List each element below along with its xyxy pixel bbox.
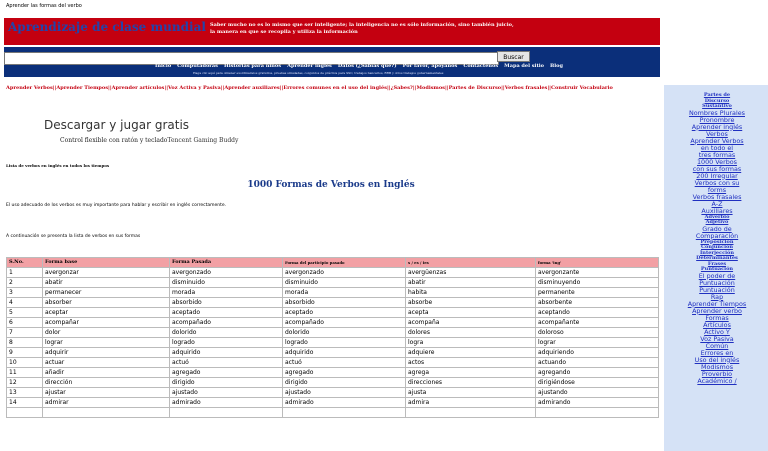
table-cell: actos <box>406 358 536 368</box>
table-cell: avergonzado <box>170 268 283 278</box>
table-row <box>7 298 659 308</box>
sidebar-link[interactable]: Determinantes <box>696 255 738 261</box>
sidebar-link[interactable]: 200 Irregular <box>696 171 738 180</box>
table-cell: absorbido <box>283 298 406 308</box>
list-intro: A continuación se presenta la lista de verbos en sus formas <box>6 234 141 239</box>
table-cell: lograr <box>536 338 659 348</box>
table-cell: admirar <box>43 398 170 408</box>
sidebar-link[interactable]: Activo Y <box>704 327 730 336</box>
link-separator: || <box>164 85 169 91</box>
link-separator: || <box>386 85 391 91</box>
nav-subtext[interactable]: Haga clic aquí para obtener exordinaraios gratuitos, pruebas simuladas, conjuntos de práctica para SSC, trabajos bancarios, RRB y otros trabajos gubernamentales <box>193 71 444 75</box>
table-cell: aceptando <box>536 308 659 318</box>
sidebar-link[interactable]: Sustantivo <box>702 103 732 109</box>
table-cell: admira <box>406 398 536 408</box>
table-cell: actuando <box>536 358 659 368</box>
table-cell: 4 <box>7 298 43 308</box>
sidebar-link[interactable]: El poder de <box>698 271 736 280</box>
table-cell: agregando <box>536 368 659 378</box>
nav-link[interactable]: Contáctenos <box>463 63 499 69</box>
link-separator: || <box>501 85 505 91</box>
header-past-form: Forma Pasada <box>170 258 283 268</box>
table-cell: aceptado <box>283 308 406 318</box>
table-cell: ajustando <box>536 388 659 398</box>
motto-line-1: Saber mucho no es lo mismo que ser inteligente; la inteligencia no es sólo información, sino también juicio, <box>210 22 514 28</box>
topic-link[interactable]: Aprender Verbos <box>6 85 53 91</box>
right-sidebar <box>662 0 768 451</box>
link-separator: || <box>444 85 449 91</box>
sidebar-link[interactable]: Aprender inglés <box>691 122 743 131</box>
header-past-participle: Forma del participio pasado <box>283 258 406 268</box>
topic-links <box>6 84 656 92</box>
table-cell <box>536 408 659 418</box>
sidebar-link[interactable]: forms <box>707 185 727 194</box>
ad-title[interactable]: Descargar y jugar gratis <box>44 118 190 132</box>
sidebar-link[interactable]: Aprender Verbos <box>690 136 744 145</box>
table-cell: actuar <box>43 358 170 368</box>
intro-paragraph: El uso adecuado de los verbos es muy importante para hablar y escribir en inglés correctamente. <box>6 203 227 208</box>
table-cell: habita <box>406 288 536 298</box>
table-cell: ajustado <box>170 388 283 398</box>
site-motto <box>210 22 650 36</box>
table-cell: absorbente <box>536 298 659 308</box>
page-title: 1000 Formas de Verbos en Inglés <box>247 180 415 190</box>
table-row <box>7 408 659 418</box>
table-cell: absorbido <box>170 298 283 308</box>
table-cell: dolores <box>406 328 536 338</box>
search-button[interactable]: Buscar <box>497 51 530 62</box>
sidebar-link[interactable]: Académico / <box>697 376 737 385</box>
sidebar-link[interactable]: Común <box>705 341 729 350</box>
sidebar-link[interactable]: A-Z <box>711 199 723 208</box>
table-cell: adquiere <box>406 348 536 358</box>
sidebar-link[interactable]: Puntuación <box>699 278 735 287</box>
topic-link[interactable]: Errores comunes en el uso del inglés <box>283 85 387 91</box>
sidebar-link[interactable]: Verbos <box>706 129 728 138</box>
nav-link[interactable]: Inicio <box>155 63 172 69</box>
nav-link[interactable]: Historias para niños <box>223 63 282 69</box>
table-cell: dirigido <box>283 378 406 388</box>
table-cell: añadir <box>43 368 170 378</box>
table-cell: adquirido <box>170 348 283 358</box>
topic-link[interactable]: Aprender auxiliares <box>224 85 280 91</box>
table-cell: 6 <box>7 318 43 328</box>
table-row <box>7 288 659 298</box>
table-cell: doloroso <box>536 328 659 338</box>
nav-link[interactable]: Mapa del sitio <box>504 63 544 69</box>
table-cell: 5 <box>7 308 43 318</box>
table-cell: direcciones <box>406 378 536 388</box>
table-cell: dirigiéndose <box>536 378 659 388</box>
table-cell: absorber <box>43 298 170 308</box>
sidebar-link[interactable]: Interjección <box>699 249 735 256</box>
table-cell: 9 <box>7 348 43 358</box>
sidebar-link[interactable]: Conjunción <box>701 244 733 250</box>
top-strip: Aprender las formas del verbo <box>6 3 82 9</box>
table-row <box>7 388 659 398</box>
sidebar-link[interactable]: Adjetivo <box>705 219 729 225</box>
table-cell: absorbe <box>406 298 536 308</box>
table-cell: 8 <box>7 338 43 348</box>
topic-link[interactable]: Voz Activa y Pasiva <box>168 85 221 91</box>
table-cell: acepta <box>406 308 536 318</box>
topic-link[interactable]: ¿Sabes? <box>390 85 413 91</box>
table-row <box>7 348 659 358</box>
sidebar-link[interactable]: con sus formas <box>692 164 742 173</box>
table-row <box>7 398 659 408</box>
site-banner <box>4 18 660 45</box>
table-cell: 10 <box>7 358 43 368</box>
table-cell: morada <box>170 288 283 298</box>
table-cell: avergonzar <box>43 268 170 278</box>
table-cell: acompaña <box>406 318 536 328</box>
table-cell: permanecer <box>43 288 170 298</box>
table-cell: logra <box>406 338 536 348</box>
sidebar-link[interactable]: Uso del inglés <box>694 355 740 364</box>
table-cell: agregado <box>170 368 283 378</box>
table-row <box>7 308 659 318</box>
header-sno: S.No. <box>7 258 43 268</box>
table-cell <box>406 408 536 418</box>
motto-line-2: la manera en que se recopila y utiliza la información <box>210 29 358 35</box>
table-cell: admirado <box>283 398 406 408</box>
table-cell: dirección <box>43 378 170 388</box>
table-cell: actuó <box>283 358 406 368</box>
ad-advertiser[interactable]: Tencent Gaming Buddy <box>167 137 239 144</box>
sidebar-link[interactable]: Errores en <box>700 348 734 357</box>
table-cell: admirando <box>536 398 659 408</box>
table-row <box>7 278 659 288</box>
header-s-form: s / es / ies <box>406 258 536 268</box>
list-heading: Lista de verbos en inglés en todos los tiempos <box>6 163 110 168</box>
topic-link[interactable]: Aprender artículos <box>111 85 165 91</box>
sidebar-link[interactable]: Grado de <box>702 224 732 233</box>
sidebar-nav-list <box>667 93 767 385</box>
table-cell: ajustar <box>43 388 170 398</box>
sidebar-panel <box>664 85 768 451</box>
ad-subtitle-text[interactable]: Control flexible con ratón y teclado <box>60 137 168 144</box>
table-cell: lograr <box>43 338 170 348</box>
sidebar-link[interactable]: Puntuación <box>699 285 735 294</box>
table-cell <box>283 408 406 418</box>
sidebar-link[interactable]: Partes de <box>703 92 731 98</box>
table-row <box>7 358 659 368</box>
table-row <box>7 328 659 338</box>
table-row <box>7 338 659 348</box>
link-separator: || <box>412 85 417 91</box>
table-row <box>7 378 659 388</box>
table-cell: 3 <box>7 288 43 298</box>
sidebar-link[interactable]: Rap <box>710 292 724 301</box>
table-cell: 12 <box>7 378 43 388</box>
sidebar-link[interactable]: Artículos <box>703 320 731 329</box>
table-cell: abatir <box>406 278 536 288</box>
sidebar-link[interactable]: Verbos frasales <box>692 192 742 201</box>
table-cell: morada <box>283 288 406 298</box>
table-cell: 11 <box>7 368 43 378</box>
sidebar-link[interactable]: 1000 Verbos <box>696 157 738 166</box>
sidebar-link[interactable]: Verbos con su <box>694 178 740 187</box>
table-cell: 13 <box>7 388 43 398</box>
table-cell: disminuido <box>283 278 406 288</box>
table-cell <box>170 408 283 418</box>
link-separator: || <box>220 85 225 91</box>
sidebar-link[interactable]: Comparación <box>695 231 739 240</box>
sidebar-link[interactable]: Discurso <box>704 97 730 104</box>
table-header-row <box>7 258 659 268</box>
sidebar-link[interactable]: Aprender Tiempos <box>687 299 747 308</box>
site-brand[interactable]: Aprendizaje de clase mundial <box>8 20 206 34</box>
link-separator: || <box>547 85 551 91</box>
sidebar-link[interactable]: Pronombre <box>699 115 735 124</box>
table-cell: dolorido <box>170 328 283 338</box>
table-cell: 2 <box>7 278 43 288</box>
table-cell: avergonzado <box>283 268 406 278</box>
table-cell: logrado <box>170 338 283 348</box>
topic-link[interactable]: Partes de Discurso <box>448 85 502 91</box>
topic-link[interactable]: Verbos frasales <box>504 85 548 91</box>
table-cell: actuó <box>170 358 283 368</box>
sidebar-link[interactable]: en todo el <box>700 143 734 152</box>
sidebar-link[interactable]: Adverbio <box>704 213 730 220</box>
link-separator: || <box>52 85 57 91</box>
table-cell: adquiriendo <box>536 348 659 358</box>
link-separator: || <box>279 85 284 91</box>
table-cell: admirado <box>170 398 283 408</box>
table-cell: acompañante <box>536 318 659 328</box>
header-ing-form: forma 'ing' <box>536 258 659 268</box>
sidebar-link[interactable]: Aprender verbo <box>692 306 742 315</box>
sidebar-link[interactable]: Voz Pasiva <box>700 334 734 343</box>
table-cell: adquirir <box>43 348 170 358</box>
table-cell: ajusta <box>406 388 536 398</box>
nav-links <box>155 63 563 69</box>
table-cell: logrado <box>283 338 406 348</box>
table-cell: acompañado <box>170 318 283 328</box>
table-row <box>7 368 659 378</box>
table-cell: acompañar <box>43 318 170 328</box>
table-cell: avergüenzas <box>406 268 536 278</box>
table-row <box>7 268 659 278</box>
table-cell: aceptado <box>170 308 283 318</box>
sidebar-link[interactable]: Proverbio <box>701 369 733 378</box>
table-cell: aceptar <box>43 308 170 318</box>
nav-link[interactable]: Aprender inglés <box>287 63 332 69</box>
table-cell: adquirido <box>283 348 406 358</box>
sidebar-link[interactable]: Nombres Plurales <box>688 108 745 117</box>
ad-subtitle <box>60 137 238 144</box>
table-cell: ajustado <box>283 388 406 398</box>
nav-link[interactable]: Computadoras <box>177 63 218 69</box>
verb-forms-table <box>6 257 659 418</box>
sidebar-link[interactable]: Preposición <box>700 238 734 245</box>
table-cell: dolorido <box>283 328 406 338</box>
table-cell: abatir <box>43 278 170 288</box>
sidebar-link[interactable]: Frases <box>707 260 727 267</box>
nav-link[interactable]: Blog <box>550 63 563 69</box>
table-row <box>7 318 659 328</box>
sidebar-link[interactable]: Auxiliares <box>701 206 733 215</box>
sidebar-link[interactable]: Formas <box>705 313 729 322</box>
table-cell: 1 <box>7 268 43 278</box>
table-cell <box>7 408 43 418</box>
table-cell: 7 <box>7 328 43 338</box>
table-cell <box>43 408 170 418</box>
table-cell: 14 <box>7 398 43 408</box>
link-separator: || <box>108 85 112 91</box>
header-base-form: Forma base <box>43 258 170 268</box>
topic-link[interactable]: Construir Vocabulario <box>551 85 613 91</box>
topic-link[interactable]: Aprender Tiempos <box>56 85 109 91</box>
nav-link[interactable]: Datos (¿Sabías que?) <box>337 63 397 69</box>
table-cell: agregado <box>283 368 406 378</box>
topic-link[interactable]: Modismos <box>416 85 445 91</box>
nav-link[interactable]: Por favor, apóyanos <box>402 63 458 69</box>
table-cell: dirigido <box>170 378 283 388</box>
table-cell: permanente <box>536 288 659 298</box>
table-cell: disminuyendo <box>536 278 659 288</box>
sidebar-link[interactable]: Modismos <box>700 362 734 371</box>
table-cell: acompañado <box>283 318 406 328</box>
table-cell: dolor <box>43 328 170 338</box>
table-cell: avergonzante <box>536 268 659 278</box>
table-cell: disminuido <box>170 278 283 288</box>
sidebar-link[interactable]: Puntuación <box>700 266 734 272</box>
sidebar-link[interactable]: tres formas <box>698 150 736 159</box>
table-cell: agrega <box>406 368 536 378</box>
